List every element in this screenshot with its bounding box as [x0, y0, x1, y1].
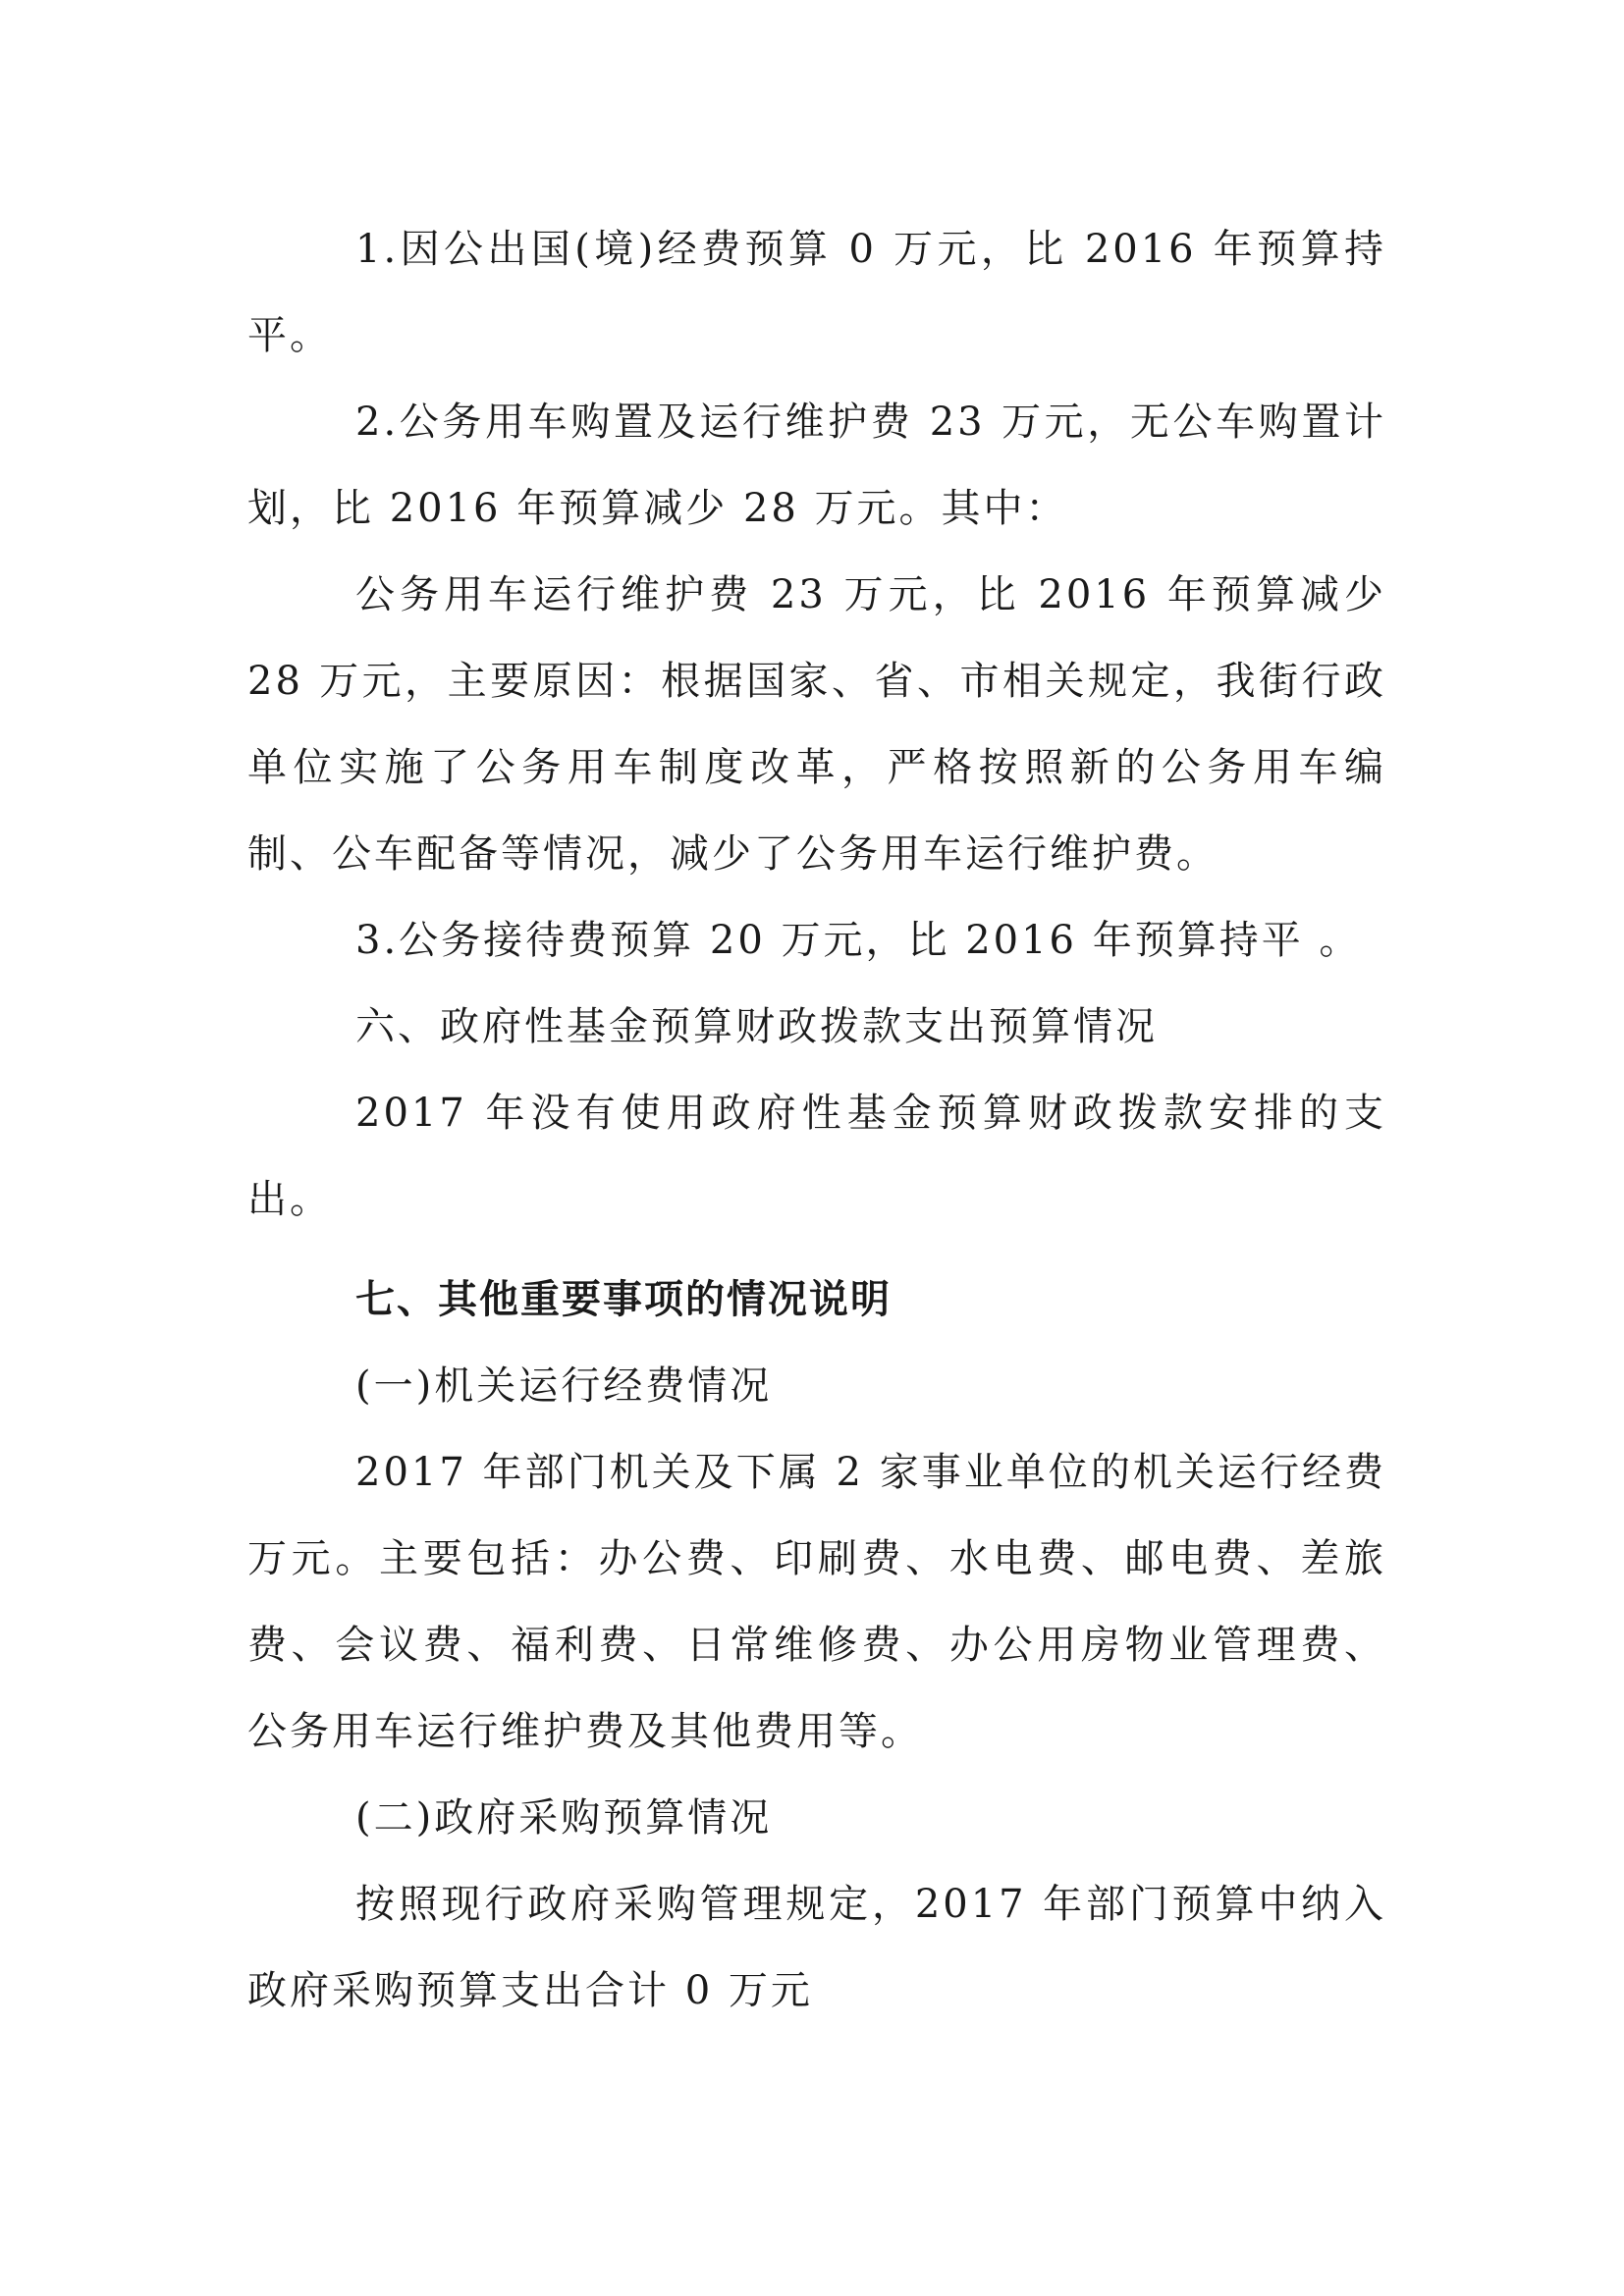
subsection-2-body: 按照现行政府采购管理规定，2017 年部门预算中纳入政府采购预算支出合计 0 万元 — [247, 1882, 1386, 2013]
paragraph-vehicle-maintenance: 公务用车运行维护费 23 万元，比 2016 年预算减少 28 万元，主要原因：根据国家、省、市相关规定，我街行政单位实施了公务用车制度改革，严格按照新的公务用车编制、公车配备等情况，减少了公务用车运行维护费。 — [247, 572, 1386, 877]
document-body — [247, 206, 1386, 2034]
paragraph-item-3: 3.公务接待费预算 20 万元，比 2016 年预算持平 。 — [355, 918, 1362, 963]
subsection-2-title: (二)政府采购预算情况 — [355, 1795, 773, 1841]
section-6-title: 六、政府性基金预算财政拨款支出预算情况 — [355, 1004, 1158, 1049]
paragraph-item-2: 2.公务用车购置及运行维护费 23 万元，无公车购置计划，比 2016 年预算减少 28 万元。其中： — [247, 400, 1386, 531]
section-7-heading: 七、其他重要事项的情况说明 — [355, 1277, 892, 1322]
section-6-body: 2017 年没有使用政府性基金预算财政拨款安排的支出。 — [247, 1091, 1386, 1222]
paragraph-item-1: 1.因公出国(境)经费预算 0 万元，比 2016 年预算持平。 — [247, 227, 1386, 358]
subsection-1-body: 2017 年部门机关及下属 2 家事业单位的机关运行经费万元。主要包括：办公费、印刷费、水电费、邮电费、差旅费、会议费、福利费、日常维修费、办公用房物业管理费、公务用车运行维护费及其他费用等。 — [247, 1450, 1386, 1754]
subsection-1-title: (一)机关运行经费情况 — [355, 1363, 773, 1409]
